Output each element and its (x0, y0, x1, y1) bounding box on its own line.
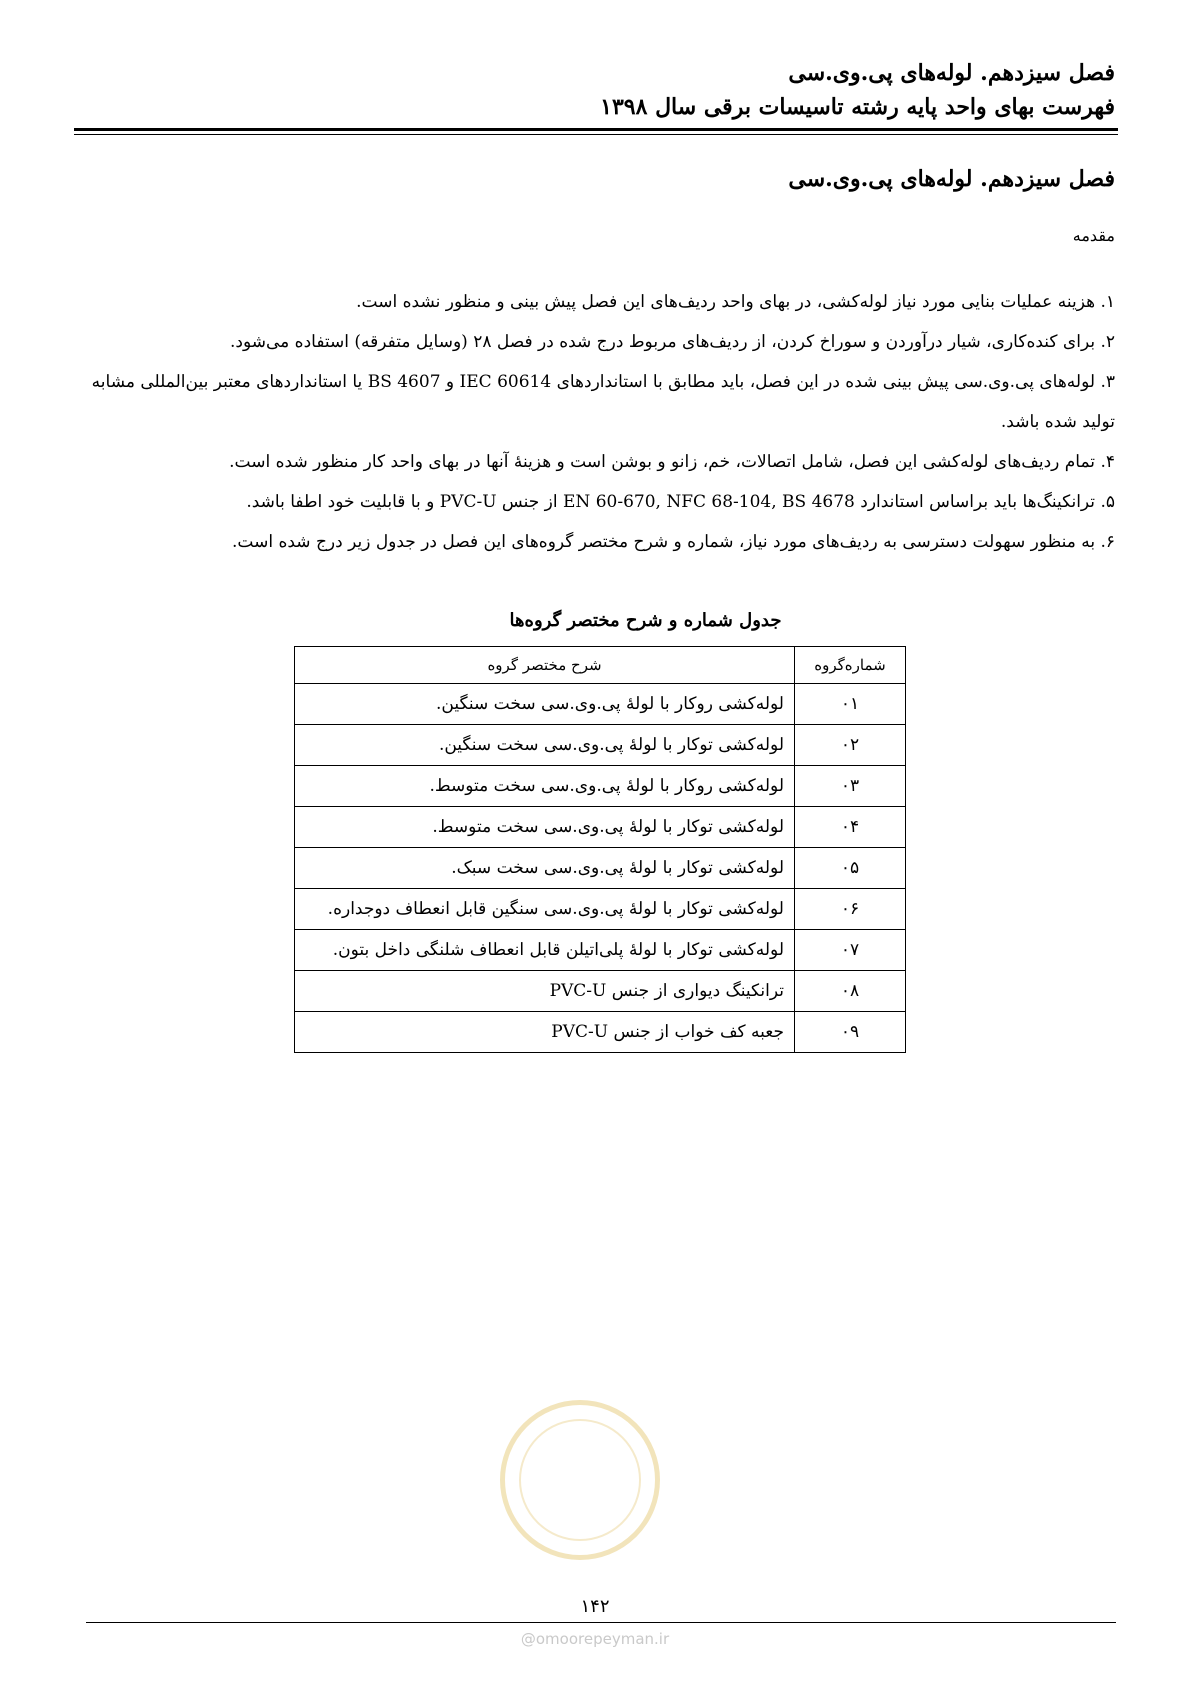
group-description: لوله‌کشی توکار با لولهٔ پی.وی.سی سنگین قابل انعطاف دوجداره. (295, 889, 795, 930)
header-group-number: شماره‌گروه (795, 647, 906, 684)
group-description: لوله‌کشی توکار با لولهٔ پی.وی.سی سخت سنگین. (295, 725, 795, 766)
group-number: ۰۷ (795, 930, 906, 971)
paragraph-5: ۵. ترانکینگ‌ها باید براساس استاندارد EN 60-670, NFC 68-104, BS 4678 از جنس PVC-U و با قابلیت خود اطفا باشد. (246, 492, 1115, 512)
intro-paragraphs (85, 282, 1115, 562)
paragraph-2: ۲. برای کنده‌کاری، شیار درآوردن و سوراخ کردن، از ردیف‌های مربوط درج شده در فصل ۲۸ (وسایل متفرقه) استفاده می‌شود. (229, 332, 1115, 352)
page-number: ۱۴۲ (580, 1596, 610, 1617)
group-description: جعبه کف خواب از جنس PVC-U (295, 1012, 795, 1053)
group-description: لوله‌کشی توکار با لولهٔ پلی‌اتیلن قابل انعطاف شلنگی داخل بتون. (295, 930, 795, 971)
footer-rule (86, 1622, 1116, 1623)
seal-watermark-icon (500, 1400, 660, 1560)
group-number: ۰۶ (795, 889, 906, 930)
paragraph-1: ۱. هزینه عملیات بنایی مورد نیاز لوله‌کشی، در بهای واحد ردیف‌های این فصل پیش بینی و منظور نشده است. (356, 292, 1115, 312)
group-description: لوله‌کشی توکار با لولهٔ پی.وی.سی سخت سبک. (295, 848, 795, 889)
group-number: ۰۴ (795, 807, 906, 848)
group-description: ترانکینگ دیواری از جنس PVC-U (295, 971, 795, 1012)
header-group-description: شرح مختصر گروه (295, 647, 795, 684)
group-number: ۰۳ (795, 766, 906, 807)
paragraph-3: ۳. لوله‌های پی.وی.سی پیش بینی شده در این فصل، باید مطابق با استانداردهای IEC 60614 و BS 4607 یا استانداردهای معتبر بین‌المللی مشابه تولید شده باشد. (91, 372, 1115, 432)
group-description: لوله‌کشی توکار با لولهٔ پی.وی.سی سخت متوسط. (295, 807, 795, 848)
running-header-title: فهرست بهای واحد پایه رشته تاسیسات برقی سال ۱۳۹۸ (600, 94, 1115, 120)
chapter-title: فصل سیزدهم. لوله‌های پی.وی.سی (788, 166, 1115, 192)
footer-site-watermark: @omoorepeyman.ir (520, 1630, 670, 1648)
group-number: ۰۵ (795, 848, 906, 889)
table-header-row (295, 647, 906, 684)
table-row (295, 766, 906, 807)
header-rule-thick (74, 128, 1118, 131)
table-row (295, 848, 906, 889)
table-row (295, 725, 906, 766)
group-description: لوله‌کشی روکار با لولهٔ پی.وی.سی سخت متوسط. (295, 766, 795, 807)
table-caption: جدول شماره و شرح مختصر گروه‌ها (509, 610, 782, 631)
group-number: ۰۹ (795, 1012, 906, 1053)
intro-label: مقدمه (1072, 226, 1115, 245)
header-rule-thin (74, 134, 1118, 135)
table-row (295, 1012, 906, 1053)
running-header (75, 56, 1115, 124)
group-number: ۰۸ (795, 971, 906, 1012)
paragraph-6: ۶. به منظور سهولت دسترسی به ردیف‌های مورد نیاز، شماره و شرح مختصر گروه‌های این فصل در جدول زیر درج شده است. (232, 532, 1115, 552)
group-number: ۰۲ (795, 725, 906, 766)
group-description: لوله‌کشی روکار با لولهٔ پی.وی.سی سخت سنگین. (295, 684, 795, 725)
paragraph-4: ۴. تمام ردیف‌های لوله‌کشی این فصل، شامل اتصالات، خم، زانو و بوشن است و هزینهٔ آنها در بهای واحد کار منظور شده است. (229, 452, 1115, 472)
table-row (295, 971, 906, 1012)
table-row (295, 807, 906, 848)
table-row (295, 889, 906, 930)
running-header-chapter: فصل سیزدهم. لوله‌های پی.وی.سی (788, 60, 1115, 86)
table-row (295, 930, 906, 971)
group-number: ۰۱ (795, 684, 906, 725)
groups-table (294, 646, 906, 1053)
table-row (295, 684, 906, 725)
